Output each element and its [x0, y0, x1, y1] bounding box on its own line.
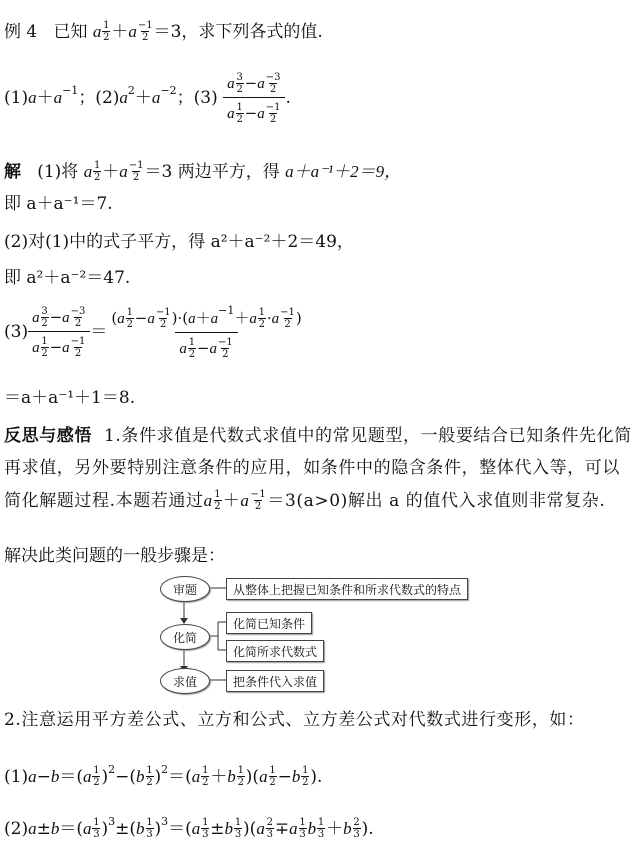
reflection-heading: 反思与感悟: [4, 426, 92, 446]
tip2-text: 2.注意运用平方差公式、立方和公式、立方差公式对代数式进行变形，如：: [4, 710, 585, 730]
solution-step2: (2)对(1)中的式子平方，得 a²＋a⁻²＋2＝49，: [4, 232, 354, 252]
solution-step1: 解 (1)将 a $\frac{1}{2}$ ＋a $\frac{-1}{2}$ ＝3 两边平方，得 a＋a⁻¹＋2＝9，: [4, 160, 402, 183]
example-statement: 例 4 已知 a $\frac{1}{2}$ ＋a $\frac{-1}{2}$ ＝3，求下列各式的值.: [4, 20, 323, 43]
formula-2: (2)a±b＝(a $\frac{1}{3}$ )$^3$±(b $\frac{1}{3}$ )$^3$＝(a $\frac{1}{3}$ ±b $\frac{1}{3}$ )(a $\frac{2}{3}$ ∓a $\frac{1}{3}$ b $\frac{1}{3}$ ＋b $\frac{2}{3}$ ).: [4, 815, 374, 840]
formula-1: (1)a−b＝(a $\frac{1}{2}$ )$^2$−(b $\frac{1}{2}$ )$^2$＝(a $\frac{1}{2}$ ＋b $\frac{1}{2}$ )(a $\frac{1}{2}$ −b $\frac{1}{2}$ ).: [4, 763, 323, 788]
flow-node-simplify: 化简: [160, 624, 210, 650]
example-parts: $(1)a+a^{-1}$；$(2)a^2+a^{-2}$；(3) a $\frac{3}{2}$ −a $\frac{-3}{2}$ a $\frac{1}{2}$ −a $\frac{-1}{2}$ .: [4, 72, 291, 125]
steps-intro: 解决此类问题的一般步骤是：: [4, 546, 225, 566]
flowchart: [160, 576, 490, 694]
flow-node-evaluate: 求值: [160, 668, 210, 694]
flow-note-simplify-given: 化简已知条件: [226, 612, 312, 634]
flow-note-simplify-target: 化简所求代数式: [226, 640, 324, 662]
solution-step3: (3) a $\frac{3}{2}$ −a $\frac{-3}{2}$ a $\frac{1}{2}$ −a $\frac{-1}{2}$ ＝ (a $\frac{1}{2}$ −a $\frac{-1}{2}$ )$\cdot(a+a^{-1}+a$ $\frac{1}{2}$ ·a $\frac{-1}{2}$ ) a $\frac{1}{2}$ −a $\frac{-1}{2}$: [4, 304, 302, 360]
example-label: 例 4: [4, 22, 38, 42]
flow-node-review: 审题: [160, 576, 210, 602]
flow-note-grasp: 从整体上把握已知条件和所求代数式的特点: [226, 578, 468, 600]
flow-note-substitute: 把条件代入求值: [226, 670, 324, 692]
solution-step1-result: 即 a＋a⁻¹＝7.: [4, 194, 113, 214]
solution-label: 解: [4, 162, 21, 182]
reflection-paragraph: 反思与感悟 1.条件求值是代数式求值中的常见题型，一般要结合已知条件先化简再求值，另外要特别注意条件的应用，如条件中的隐含条件，整体代入等，可以简化解题过程.本题若通过a $\frac{1}{2}$ ＋a $\frac{-1}{2}$ ＝3(a>0)解出 a 的值代入求值则非常复杂.: [4, 426, 632, 512]
solution-step3-result: ＝a＋a⁻¹＋1＝8.: [4, 388, 136, 408]
solution-step2-result: 即 a²＋a⁻²＝47.: [4, 268, 131, 288]
